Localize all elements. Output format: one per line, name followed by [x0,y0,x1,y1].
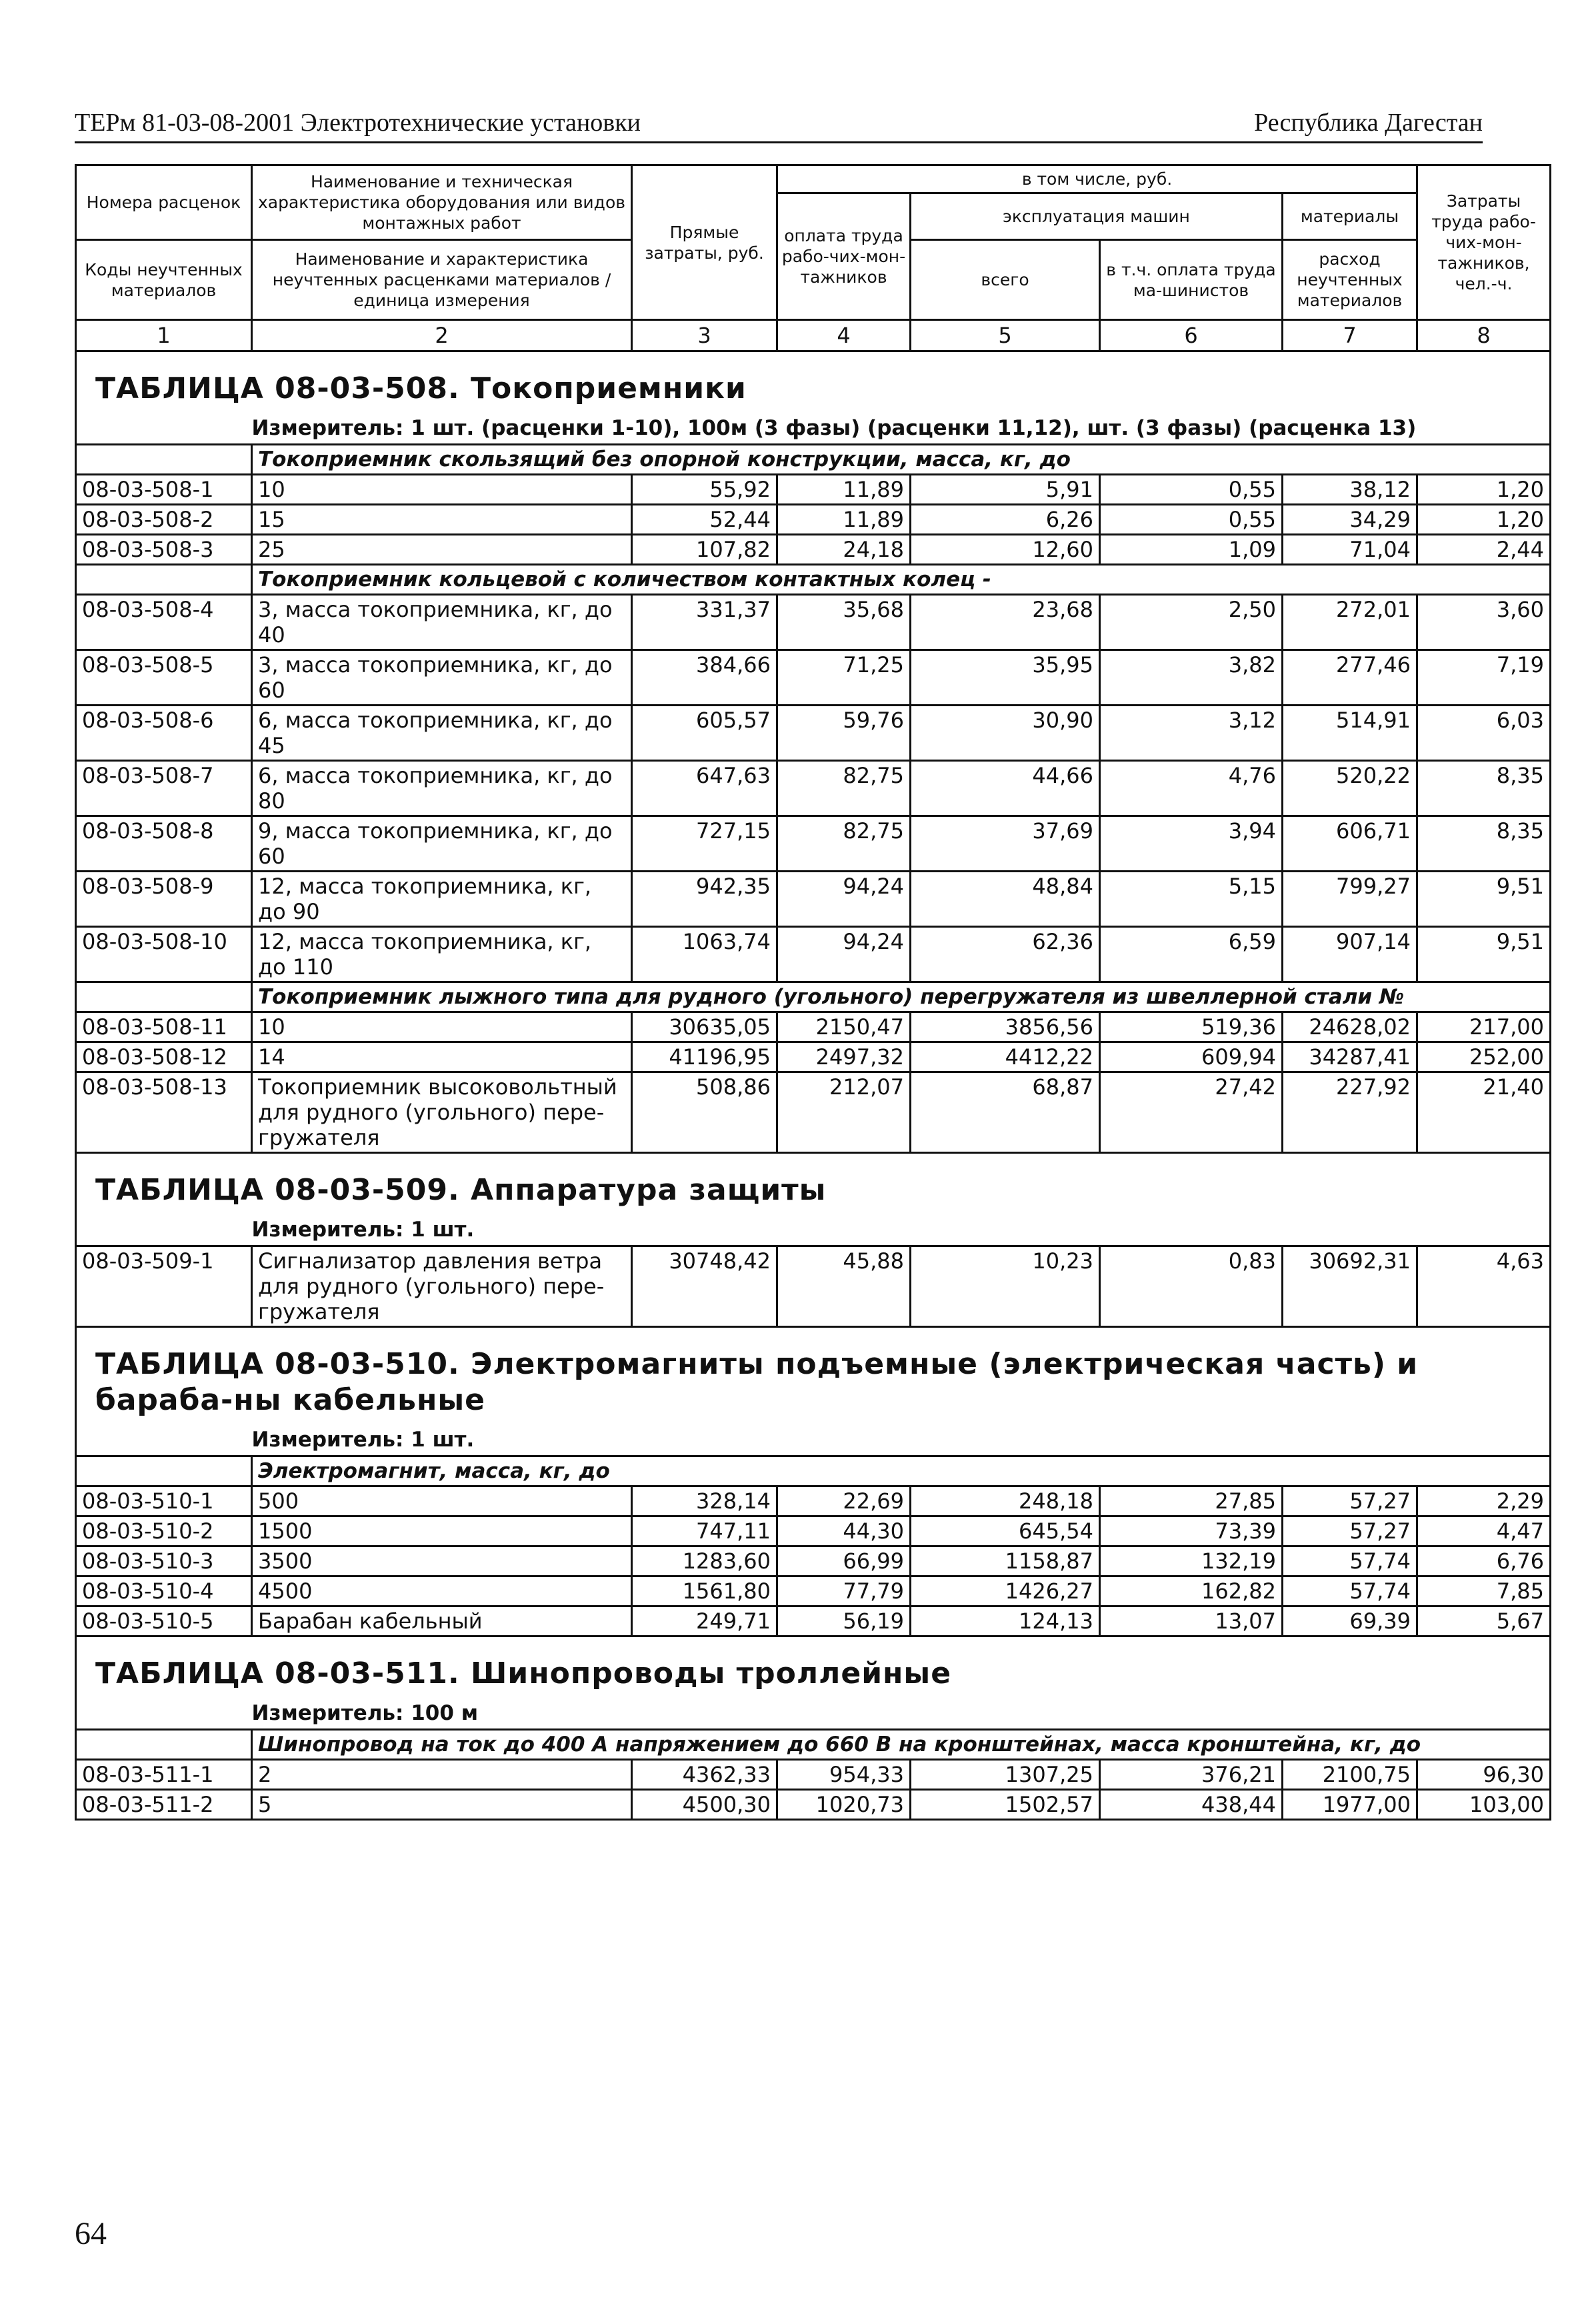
machines-total-value: 48,84 [911,872,1100,927]
section-title: ТАБЛИЦА 08-03-510. Электромагниты подъемные (электрическая часть) и бараба-ны кабельные [95,1347,1419,1417]
machinist-pay-value: 3,82 [1100,650,1283,706]
materials-value: 2100,75 [1283,1760,1417,1790]
direct-costs-value: 52,44 [632,505,777,535]
machines-total-value: 68,87 [911,1072,1100,1153]
machinist-pay-value: 2,50 [1100,595,1283,650]
rate-code: 08-03-508-12 [76,1042,252,1072]
section-title-row [76,1327,1551,1420]
worker-pay-value: 77,79 [777,1576,911,1606]
materials-value: 277,46 [1283,650,1417,706]
worker-pay-value: 11,89 [777,475,911,505]
section-measure: Измеритель: 100 м [251,1701,479,1725]
section-title: ТАБЛИЦА 08-03-508. Токоприемники [95,371,747,405]
labor-hours-value: 252,00 [1417,1042,1551,1072]
worker-pay-value: 212,07 [777,1072,911,1153]
machines-total-value: 35,95 [911,650,1100,706]
table-header [76,165,1551,351]
direct-costs-value: 1561,80 [632,1576,777,1606]
section-title-cell [76,351,1551,409]
direct-costs-value: 942,35 [632,872,777,927]
table-row [76,872,1551,927]
machines-total-value: 4412,22 [911,1042,1100,1072]
rate-code: 08-03-508-13 [76,1072,252,1153]
table-row [76,1246,1551,1327]
table-row [76,1546,1551,1576]
table-row [76,1606,1551,1636]
table-row [76,475,1551,505]
rate-name: 10 [252,1012,632,1042]
measure-row [76,1420,1551,1456]
materials-value: 606,71 [1283,816,1417,872]
direct-costs-value: 30748,42 [632,1246,777,1327]
direct-costs-value: 41196,95 [632,1042,777,1072]
measure-spacer [76,1693,252,1730]
group-subtitle: Электромагнит, масса, кг, до [252,1456,1551,1486]
header-machine-operation: эксплуатация машин [911,193,1283,240]
rate-name: 14 [252,1042,632,1072]
worker-pay-value: 2497,32 [777,1042,911,1072]
header-material-name: Наименование и характеристика неучтенных расценками материалов / единица измерения [252,240,632,320]
rate-code: 08-03-510-4 [76,1576,252,1606]
direct-costs-value: 508,86 [632,1072,777,1153]
rate-code: 08-03-508-3 [76,535,252,565]
labor-hours-value: 96,30 [1417,1760,1551,1790]
labor-hours-value: 4,47 [1417,1516,1551,1546]
page-header [75,108,1483,143]
measure-spacer [76,1210,252,1246]
machines-total-value: 645,54 [911,1516,1100,1546]
header-work-name: Наименование и техническая характеристика оборудования или видов монтажных работ [252,165,632,240]
machinist-pay-value: 27,42 [1100,1072,1283,1153]
rate-name: 2 [252,1760,632,1790]
direct-costs-value: 4362,33 [632,1760,777,1790]
group-subtitle-row [76,982,1551,1012]
materials-value: 57,27 [1283,1486,1417,1516]
group-subtitle: Шинопровод на ток до 400 А напряжением до 660 В на кронштейнах, масса кронштейна, кг, до [252,1730,1551,1760]
worker-pay-value: 954,33 [777,1760,911,1790]
table-row [76,1042,1551,1072]
materials-value: 34287,41 [1283,1042,1417,1072]
machinist-pay-value: 3,94 [1100,816,1283,872]
rate-code: 08-03-509-1 [76,1246,252,1327]
direct-costs-value: 1283,60 [632,1546,777,1576]
measure-spacer [76,1420,252,1456]
direct-costs-value: 605,57 [632,706,777,761]
rate-name: 12, масса токоприемника, кг, до 90 [252,872,632,927]
rate-name: 12, масса токоприемника, кг, до 110 [252,927,632,982]
worker-pay-value: 1020,73 [777,1790,911,1820]
table-row [76,761,1551,816]
group-subtitle-row [76,1730,1551,1760]
machines-total-value: 44,66 [911,761,1100,816]
rate-name: Барабан кабельный [252,1606,632,1636]
column-number: 4 [777,320,911,351]
machines-total-value: 62,36 [911,927,1100,982]
table-row [76,595,1551,650]
section-measure: Измеритель: 1 шт. [251,1218,475,1242]
table-row [76,535,1551,565]
machines-total-value: 12,60 [911,535,1100,565]
table-row [76,1760,1551,1790]
measure-spacer [76,408,252,445]
machinist-pay-value: 13,07 [1100,1606,1283,1636]
rate-name: 25 [252,535,632,565]
rate-name: Сигнализатор давления ветра для рудного (угольного) пере-гружателя [252,1246,632,1327]
price-table [75,164,1551,1821]
rate-name: 6, масса токоприемника, кг, до 80 [252,761,632,816]
machines-total-value: 248,18 [911,1486,1100,1516]
labor-hours-value: 1,20 [1417,505,1551,535]
header-material-codes: Коды неучтенных материалов [76,240,252,320]
group-subtitle: Токоприемник кольцевой с количеством контактных колец - [252,565,1551,595]
labor-hours-value: 8,35 [1417,761,1551,816]
rate-code: 08-03-508-9 [76,872,252,927]
rate-code: 08-03-508-11 [76,1012,252,1042]
materials-value: 34,29 [1283,505,1417,535]
worker-pay-value: 35,68 [777,595,911,650]
group-subtitle-spacer [76,1456,252,1486]
worker-pay-value: 56,19 [777,1606,911,1636]
rate-name: Токоприемник высоковольтный для рудного (угольного) пере-гружателя [252,1072,632,1153]
section-measure: Измеритель: 1 шт. [251,1428,475,1452]
rate-code: 08-03-510-1 [76,1486,252,1516]
measure-row [76,408,1551,445]
group-subtitle-spacer [76,445,252,475]
rate-name: 4500 [252,1576,632,1606]
worker-pay-value: 94,24 [777,872,911,927]
table-row [76,927,1551,982]
rate-name: 3500 [252,1546,632,1576]
column-number: 6 [1100,320,1283,351]
materials-value: 57,74 [1283,1576,1417,1606]
worker-pay-value: 66,99 [777,1546,911,1576]
rate-code: 08-03-508-1 [76,475,252,505]
materials-value: 799,27 [1283,872,1417,927]
machines-total-value: 124,13 [911,1606,1100,1636]
column-number: 3 [632,320,777,351]
section-title: ТАБЛИЦА 08-03-511. Шинопроводы троллейные [95,1656,952,1690]
worker-pay-value: 11,89 [777,505,911,535]
materials-value: 1977,00 [1283,1790,1417,1820]
rate-code: 08-03-511-1 [76,1760,252,1790]
table-row [76,1516,1551,1546]
machines-total-value: 10,23 [911,1246,1100,1327]
section-title-row [76,1153,1551,1210]
labor-hours-value: 9,51 [1417,927,1551,982]
rate-code: 08-03-508-10 [76,927,252,982]
table-row [76,1486,1551,1516]
labor-hours-value: 217,00 [1417,1012,1551,1042]
machines-total-value: 23,68 [911,595,1100,650]
materials-value: 227,92 [1283,1072,1417,1153]
worker-pay-value: 2150,47 [777,1012,911,1042]
direct-costs-value: 4500,30 [632,1790,777,1820]
rate-code: 08-03-508-2 [76,505,252,535]
machinist-pay-value: 1,09 [1100,535,1283,565]
machines-total-value: 37,69 [911,816,1100,872]
machinist-pay-value: 3,12 [1100,706,1283,761]
column-number: 8 [1417,320,1551,351]
worker-pay-value: 82,75 [777,816,911,872]
column-number: 2 [252,320,632,351]
machinist-pay-value: 4,76 [1100,761,1283,816]
direct-costs-value: 727,15 [632,816,777,872]
header-worker-pay: оплата труда рабо-чих-мон-тажников [777,193,911,320]
column-number: 7 [1283,320,1417,351]
table-row [76,816,1551,872]
direct-costs-value: 384,66 [632,650,777,706]
machines-total-value: 1426,27 [911,1576,1100,1606]
machines-total-value: 1502,57 [911,1790,1100,1820]
direct-costs-value: 30635,05 [632,1012,777,1042]
header-materials: материалы [1283,193,1417,240]
machines-total-value: 1307,25 [911,1760,1100,1790]
labor-hours-value: 4,63 [1417,1246,1551,1327]
labor-hours-value: 5,67 [1417,1606,1551,1636]
worker-pay-value: 44,30 [777,1516,911,1546]
machinist-pay-value: 609,94 [1100,1042,1283,1072]
rate-code: 08-03-511-2 [76,1790,252,1820]
measure-row [76,1210,1551,1246]
rate-name: 6, масса токоприемника, кг, до 45 [252,706,632,761]
group-subtitle-row [76,445,1551,475]
measure-cell [252,408,1551,445]
rate-name: 5 [252,1790,632,1820]
worker-pay-value: 59,76 [777,706,911,761]
rate-code: 08-03-508-5 [76,650,252,706]
machinist-pay-value: 5,15 [1100,872,1283,927]
materials-value: 38,12 [1283,475,1417,505]
header-direct-costs: Прямые затраты, руб. [632,165,777,320]
group-subtitle-row [76,1456,1551,1486]
rate-code: 08-03-510-2 [76,1516,252,1546]
group-subtitle-row [76,565,1551,595]
rate-code: 08-03-508-6 [76,706,252,761]
machinist-pay-value: 162,82 [1100,1576,1283,1606]
machinist-pay-value: 0,55 [1100,475,1283,505]
materials-value: 69,39 [1283,1606,1417,1636]
direct-costs-value: 1063,74 [632,927,777,982]
group-subtitle-spacer [76,982,252,1012]
worker-pay-value: 94,24 [777,927,911,982]
direct-costs-value: 249,71 [632,1606,777,1636]
materials-value: 24628,02 [1283,1012,1417,1042]
materials-value: 57,27 [1283,1516,1417,1546]
labor-hours-value: 7,19 [1417,650,1551,706]
price-table-wrapper [75,164,1545,1821]
header-machines-total: всего [911,240,1100,320]
section-title-row [76,351,1551,409]
worker-pay-value: 71,25 [777,650,911,706]
materials-value: 71,04 [1283,535,1417,565]
rate-code: 08-03-508-4 [76,595,252,650]
materials-value: 907,14 [1283,927,1417,982]
direct-costs-value: 747,11 [632,1516,777,1546]
machinist-pay-value: 0,83 [1100,1246,1283,1327]
labor-hours-value: 3,60 [1417,595,1551,650]
machinist-pay-value: 376,21 [1100,1760,1283,1790]
column-numbers-row [76,320,1551,351]
measure-cell [252,1210,1551,1246]
header-document-title: ТЕРм 81-03-08-2001 Электротехнические установки [75,109,641,137]
page-number: 64 [75,2216,107,2251]
rate-code: 08-03-510-5 [76,1606,252,1636]
labor-hours-value: 21,40 [1417,1072,1551,1153]
section-measure: Измеритель: 1 шт. (расценки 1-10), 100м (3 фазы) (расценки 11,12), шт. (3 фазы) (расценка 13) [251,416,1417,440]
rate-code: 08-03-508-7 [76,761,252,816]
group-subtitle-spacer [76,565,252,595]
header-in-that: в том числе, руб. [777,165,1417,193]
labor-hours-value: 6,03 [1417,706,1551,761]
machines-total-value: 3856,56 [911,1012,1100,1042]
materials-value: 57,74 [1283,1546,1417,1576]
section-title-cell [76,1153,1551,1210]
rate-code: 08-03-510-3 [76,1546,252,1576]
rate-name: 3, масса токоприемника, кг, до 60 [252,650,632,706]
machines-total-value: 1158,87 [911,1546,1100,1576]
measure-cell [252,1420,1551,1456]
measure-cell [252,1693,1551,1730]
section-title: ТАБЛИЦА 08-03-509. Аппаратура защиты [95,1173,827,1207]
header-region: Республика Дагестан [1254,109,1483,137]
direct-costs-value: 55,92 [632,475,777,505]
machinist-pay-value: 438,44 [1100,1790,1283,1820]
machines-total-value: 6,26 [911,505,1100,535]
worker-pay-value: 45,88 [777,1246,911,1327]
direct-costs-value: 331,37 [632,595,777,650]
header-material-consumption: расход неучтенных материалов [1283,240,1417,320]
worker-pay-value: 22,69 [777,1486,911,1516]
table-row [76,1072,1551,1153]
rate-name: 1500 [252,1516,632,1546]
section-title-cell [76,1327,1551,1420]
machinist-pay-value: 132,19 [1100,1546,1283,1576]
machinist-pay-value: 27,85 [1100,1486,1283,1516]
rate-name: 500 [252,1486,632,1516]
machines-total-value: 5,91 [911,475,1100,505]
measure-row [76,1693,1551,1730]
header-rate-numbers: Номера расценок [76,165,252,240]
table-row [76,1576,1551,1606]
table-row [76,650,1551,706]
table-row [76,505,1551,535]
header-labor-hours: Затраты труда рабо-чих-мон-тажников, чел.-ч. [1417,165,1551,320]
column-number: 5 [911,320,1100,351]
labor-hours-value: 1,20 [1417,475,1551,505]
labor-hours-value: 9,51 [1417,872,1551,927]
direct-costs-value: 107,82 [632,535,777,565]
group-subtitle-spacer [76,1730,252,1760]
header-machinist-pay: в т.ч. оплата труда ма-шинистов [1100,240,1283,320]
materials-value: 514,91 [1283,706,1417,761]
table-row [76,1790,1551,1820]
machinist-pay-value: 519,36 [1100,1012,1283,1042]
section-title-cell [76,1636,1551,1694]
labor-hours-value: 103,00 [1417,1790,1551,1820]
table-row [76,706,1551,761]
materials-value: 30692,31 [1283,1246,1417,1327]
worker-pay-value: 24,18 [777,535,911,565]
labor-hours-value: 8,35 [1417,816,1551,872]
table-body [76,351,1551,1820]
materials-value: 520,22 [1283,761,1417,816]
group-subtitle: Токоприемник лыжного типа для рудного (угольного) перегружателя из швеллерной стали № [252,982,1551,1012]
group-subtitle: Токоприемник скользящий без опорной конструкции, масса, кг, до [252,445,1551,475]
labor-hours-value: 7,85 [1417,1576,1551,1606]
materials-value: 272,01 [1283,595,1417,650]
rate-name: 15 [252,505,632,535]
machinist-pay-value: 0,55 [1100,505,1283,535]
rate-code: 08-03-508-8 [76,816,252,872]
rate-name: 10 [252,475,632,505]
machines-total-value: 30,90 [911,706,1100,761]
rate-name: 3, масса токоприемника, кг, до 40 [252,595,632,650]
section-title-row [76,1636,1551,1694]
direct-costs-value: 647,63 [632,761,777,816]
labor-hours-value: 2,44 [1417,535,1551,565]
rate-name: 9, масса токоприемника, кг, до 60 [252,816,632,872]
machinist-pay-value: 73,39 [1100,1516,1283,1546]
column-number: 1 [76,320,252,351]
worker-pay-value: 82,75 [777,761,911,816]
direct-costs-value: 328,14 [632,1486,777,1516]
table-row [76,1012,1551,1042]
labor-hours-value: 2,29 [1417,1486,1551,1516]
labor-hours-value: 6,76 [1417,1546,1551,1576]
machinist-pay-value: 6,59 [1100,927,1283,982]
